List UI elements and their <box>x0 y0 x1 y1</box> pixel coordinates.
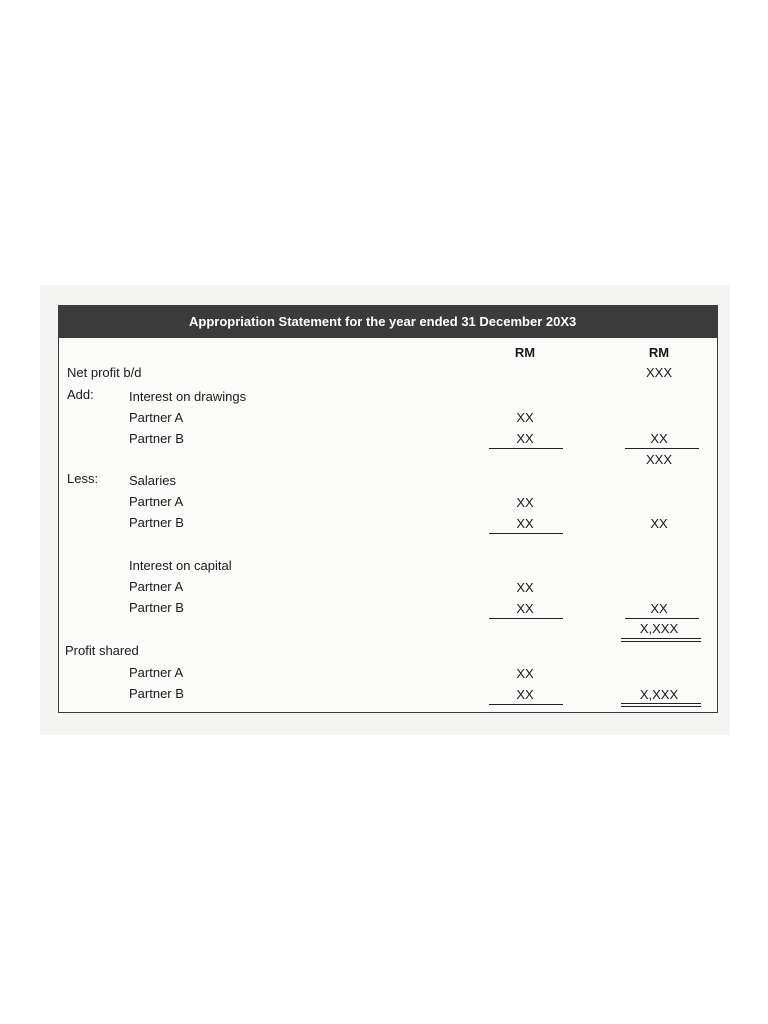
shared-partner-a-label: Partner A <box>129 665 184 680</box>
add-label: Add: <box>67 387 94 402</box>
capital-underline <box>489 618 563 619</box>
capital-partner-b-label: Partner B <box>129 600 184 615</box>
capital-total: XX <box>650 601 668 616</box>
salaries-total: XX <box>650 516 668 531</box>
add-subtotal: XXX <box>645 452 672 467</box>
drawings-partner-b-label: Partner B <box>129 431 184 446</box>
drawings-total: XX <box>650 431 668 446</box>
shared-partner-a-amount: XX <box>516 666 534 681</box>
drawings-partner-a-amount: XX <box>516 410 534 425</box>
drawings-underline <box>489 448 563 449</box>
statement-header <box>59 306 717 338</box>
interest-on-drawings-heading: Interest on drawings <box>129 389 247 404</box>
drawings-partner-b-amount: XX <box>516 431 534 446</box>
net-profit-label: Net profit b/d <box>67 365 142 380</box>
shared-partner-b-amount: XX <box>516 687 534 702</box>
final-double-underline <box>621 703 701 707</box>
column-header-rm-2: RM <box>648 345 670 360</box>
statement-title: Appropriation Statement for the year ended 31 December 20X3 <box>189 314 577 329</box>
capital-partner-b-amount: XX <box>516 601 534 616</box>
appropriation-statement <box>58 305 718 713</box>
salaries-partner-b-amount: XX <box>516 516 534 531</box>
profit-shared-heading: Profit shared <box>65 643 139 658</box>
salaries-partner-a-amount: XX <box>516 495 534 510</box>
salaries-partner-b-label: Partner B <box>129 515 184 530</box>
interest-on-capital-heading: Interest on capital <box>129 558 232 573</box>
drawings-partner-a-label: Partner A <box>129 410 184 425</box>
capital-partner-a-label: Partner A <box>129 579 184 594</box>
subtotal-double-underline <box>621 638 701 642</box>
salaries-underline <box>489 533 563 534</box>
capital-partner-a-amount: XX <box>516 580 534 595</box>
less-subtotal: X,XXX <box>639 621 679 636</box>
less-label: Less: <box>67 471 99 486</box>
salaries-partner-a-label: Partner A <box>129 494 184 509</box>
capital-total-underline <box>625 618 699 619</box>
profit-shared-total: X,XXX <box>639 687 679 702</box>
shared-underline <box>489 704 563 705</box>
net-profit-amount: XXX <box>645 365 672 380</box>
column-header-rm-1: RM <box>514 345 536 360</box>
shared-partner-b-label: Partner B <box>129 686 184 701</box>
salaries-heading: Salaries <box>129 473 176 488</box>
drawings-total-underline <box>625 448 699 449</box>
